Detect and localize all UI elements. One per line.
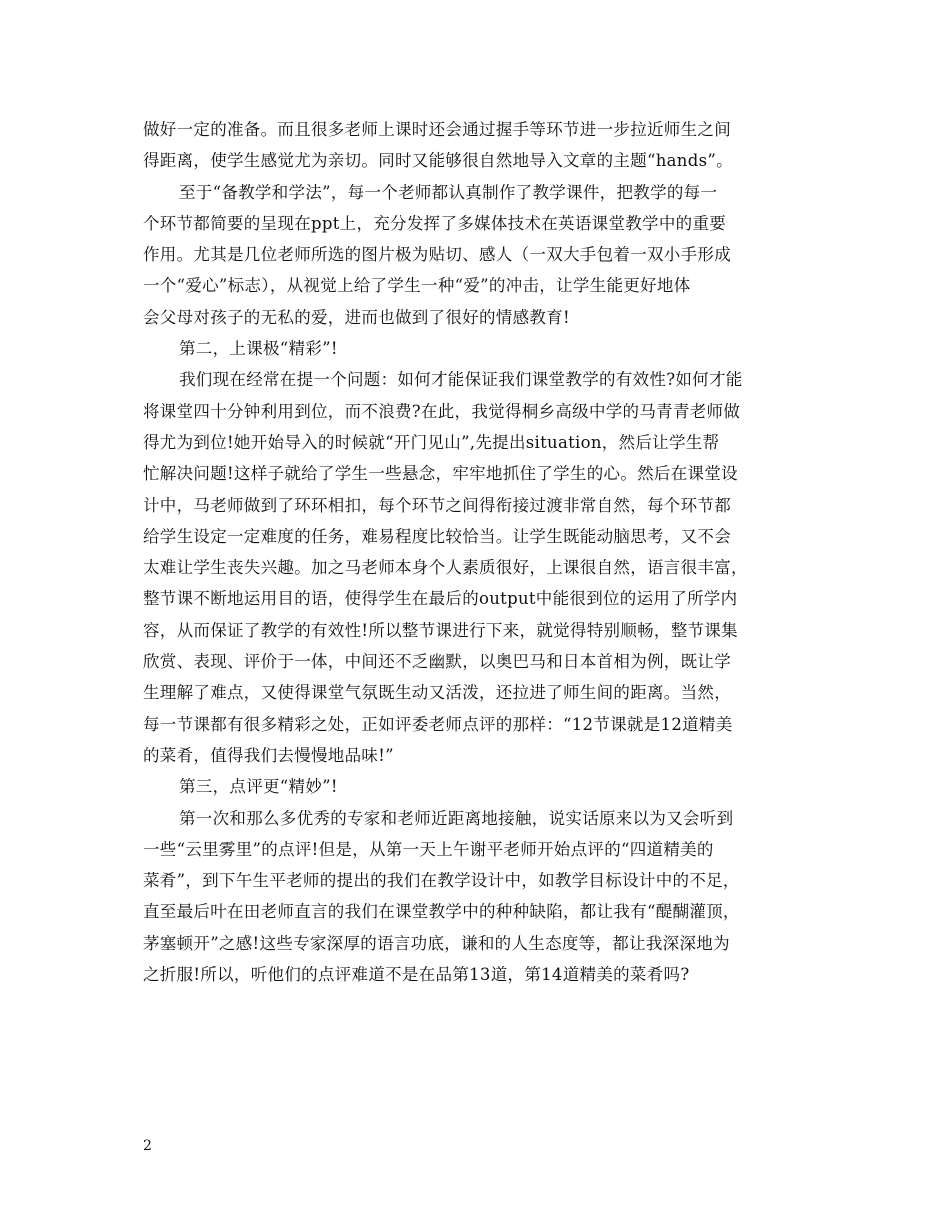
text-line: 给学生设定一定难度的任务，难易程度比较恰当。让学生既能动脑思考，又不会 xyxy=(143,526,731,546)
section-heading: 第三，点评更“精妙”! xyxy=(179,777,338,797)
text-line: 的菜肴，值得我们去慢慢地品味!” xyxy=(143,745,394,765)
text-line: 容，从而保证了教学的有效性!所以整节课进行下来，就觉得特别顺畅，整节课集 xyxy=(143,620,738,640)
text-line: 我们现在经常在提一个问题：如何才能保证我们课堂教学的有效性?如何才能 xyxy=(179,370,743,390)
text-line: 将课堂四十分钟利用到位，而不浪费?在此，我觉得桐乡高级中学的马青青老师做 xyxy=(143,401,741,421)
text-line: 计中，马老师做到了环环相扣，每个环节之间得衔接过渡非常自然，每个环节都 xyxy=(143,495,731,515)
text-line: 生理解了难点，又使得课堂气氛既生动又活泼，还拉进了师生间的距离。当然， xyxy=(143,683,731,703)
page-number: 2 xyxy=(143,1138,152,1154)
text-line: 直至最后叶在田老师直言的我们在课堂教学中的种种缺陷，都让我有“醍醐灌顶， xyxy=(143,902,740,922)
document-body xyxy=(143,114,813,990)
section-heading: 第二，上课极“精彩”! xyxy=(179,339,338,359)
text-line: 作用。尤其是几位老师所选的图片极为贴切、感人（一双大手包着一双小手形成 xyxy=(143,245,731,265)
text-line: 之折服!所以，听他们的点评难道不是在品第13道，第14道精美的菜肴吗? xyxy=(143,965,690,985)
text-line: 欣赏、表现、评价于一体，中间还不乏幽默，以奥巴马和日本首相为例，既让学 xyxy=(143,652,731,672)
text-line: 会父母对孩子的无私的爱，进而也做到了很好的情感教育! xyxy=(143,307,570,327)
text-line: 整节课不断地运用目的语，使得学生在最后的output中能很到位的运用了所学内 xyxy=(143,589,738,609)
text-line: 个环节都简要的呈现在ppt上，充分发挥了多媒体技术在英语课堂教学中的重要 xyxy=(143,213,727,233)
text-line: 得距离，使学生感觉尤为亲切。同时又能够很自然地导入文章的主题“hands”。 xyxy=(143,151,733,171)
text-line: 太难让学生丧失兴趣。加之马老师本身个人素质很好，上课很自然，语言很丰富， xyxy=(143,558,748,578)
text-line: 每一节课都有很多精彩之处，正如评委老师点评的那样：“12节课就是12道精美 xyxy=(143,714,733,734)
text-line: 做好一定的准备。而且很多老师上课时还会通过握手等环节进一步拉近师生之间 xyxy=(143,120,731,139)
text-line: 一些“云里雾里”的点评!但是，从第一天上午谢平老师开始点评的“四道精美的 xyxy=(143,839,714,859)
text-line: 至于“备教学和学法”，每一个老师都认真制作了教学课件，把教学的每一 xyxy=(179,182,718,202)
text-line: 菜肴”，到下午生平老师的提出的我们在教学设计中，如教学目标设计中的不足， xyxy=(143,871,740,891)
text-line: 得尤为到位!她开始导入的时候就“开门见山”,先提出situation，然后让学生帮 xyxy=(143,432,720,452)
text-line: 忙解决问题!这样子就给了学生一些悬念，牢牢地抓住了学生的心。然后在课堂设 xyxy=(143,464,738,484)
text-line: 茅塞顿开”之感!这些专家深厚的语言功底，谦和的人生态度等，都让我深深地为 xyxy=(143,933,730,953)
text-line: 第一次和那么多优秀的专家和老师近距离地接触，说实话原来以为又会听到 xyxy=(179,808,734,828)
text-line: 一个“爱心”标志），从视觉上给了学生一种“爱”的冲击，让学生能更好地体 xyxy=(143,276,691,296)
